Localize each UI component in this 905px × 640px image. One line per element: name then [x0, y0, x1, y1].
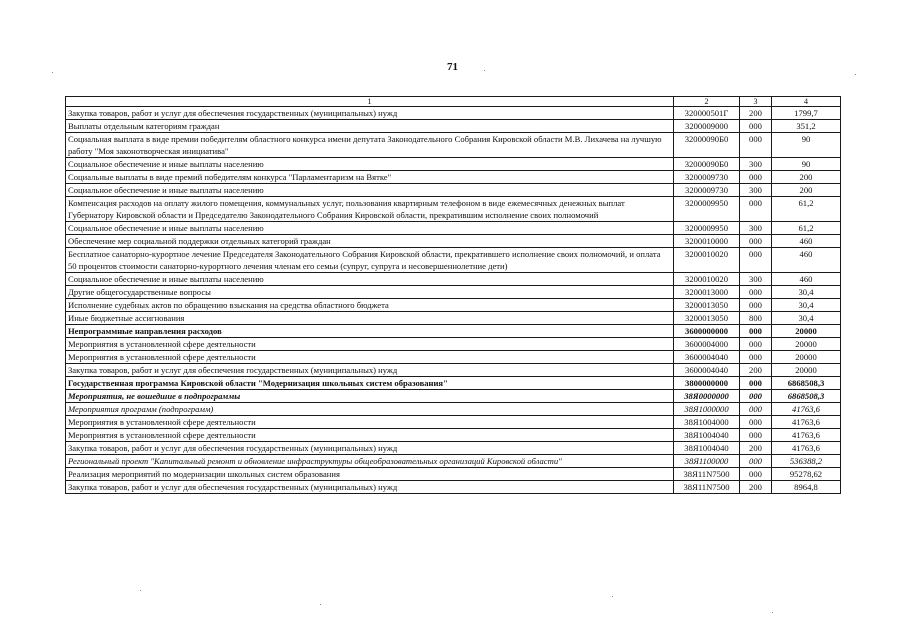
row-code-cell: 32000090Б0	[674, 158, 740, 171]
row-type-cell: 000	[740, 325, 772, 338]
row-name-cell: Государственная программа Кировской области "Модернизация школьных систем образования"	[66, 377, 674, 390]
row-amount-cell: 41763,6	[772, 403, 841, 416]
row-type-cell: 300	[740, 222, 772, 235]
table-row	[66, 299, 841, 312]
row-code-cell: 38Я1004000	[674, 416, 740, 429]
table-row	[66, 455, 841, 468]
table-row	[66, 312, 841, 325]
row-amount-cell: 6868508,3	[772, 390, 841, 403]
row-amount-cell: 20000	[772, 325, 841, 338]
table-row	[66, 442, 841, 455]
header-col-amount: 4	[772, 97, 841, 107]
row-amount-cell: 41763,6	[772, 442, 841, 455]
row-code-cell: 3200013000	[674, 286, 740, 299]
row-code-cell: 3200009730	[674, 171, 740, 184]
row-type-cell: 000	[740, 351, 772, 364]
table-row	[66, 248, 841, 273]
row-type-cell: 300	[740, 158, 772, 171]
row-code-cell: 3200013050	[674, 312, 740, 325]
table-row	[66, 197, 841, 222]
row-code-cell: 3600004040	[674, 351, 740, 364]
row-amount-cell: 61,2	[772, 197, 841, 222]
row-type-cell: 000	[740, 455, 772, 468]
row-code-cell: 38Я1004040	[674, 429, 740, 442]
row-code-cell: 3200009730	[674, 184, 740, 197]
row-name-cell: Мероприятия в установленной сфере деятельности	[66, 416, 674, 429]
row-type-cell: 200	[740, 481, 772, 494]
row-amount-cell: 90	[772, 133, 841, 158]
row-code-cell: 3200009950	[674, 222, 740, 235]
row-code-cell: 3200010000	[674, 235, 740, 248]
row-name-cell: Выплаты отдельным категориям граждан	[66, 120, 674, 133]
row-amount-cell: 8964,8	[772, 481, 841, 494]
row-code-cell: 3600004000	[674, 338, 740, 351]
row-type-cell: 000	[740, 390, 772, 403]
row-name-cell: Закупка товаров, работ и услуг для обеспечения государственных (муниципальных) нужд	[66, 481, 674, 494]
row-amount-cell: 30,4	[772, 286, 841, 299]
scan-speck	[52, 72, 53, 73]
row-name-cell: Мероприятия в установленной сфере деятельности	[66, 338, 674, 351]
table-row	[66, 133, 841, 158]
row-code-cell: 32000090Б0	[674, 133, 740, 158]
row-amount-cell: 41763,6	[772, 416, 841, 429]
row-code-cell: 38Я1004040	[674, 442, 740, 455]
row-name-cell: Иные бюджетные ассигнования	[66, 312, 674, 325]
table-row	[66, 403, 841, 416]
table-row	[66, 222, 841, 235]
header-col-code: 2	[674, 97, 740, 107]
row-name-cell: Обеспечение мер социальной поддержки отдельных категорий граждан	[66, 235, 674, 248]
row-name-cell: Непрограммные направления расходов	[66, 325, 674, 338]
row-type-cell: 000	[740, 286, 772, 299]
row-name-cell: Закупка товаров, работ и услуг для обеспечения государственных (муниципальных) нужд	[66, 107, 674, 120]
row-type-cell: 300	[740, 184, 772, 197]
row-amount-cell: 460	[772, 235, 841, 248]
row-name-cell: Компенсация расходов на оплату жилого помещения, коммунальных услуг, пользования квартирным телефоном в виде ежемесячных денежных выплат Губернатору Кировской области и Председателю Законодательного Собрания Кировской области, прекратившим исполнение своих полномочий	[66, 197, 674, 222]
row-type-cell: 000	[740, 197, 772, 222]
table-row	[66, 481, 841, 494]
row-type-cell: 000	[740, 171, 772, 184]
table-row	[66, 351, 841, 364]
row-type-cell: 000	[740, 377, 772, 390]
row-code-cell: 38Я1000000	[674, 403, 740, 416]
row-name-cell: Мероприятия в установленной сфере деятельности	[66, 351, 674, 364]
row-amount-cell: 41763,6	[772, 429, 841, 442]
row-amount-cell: 6868508,3	[772, 377, 841, 390]
row-type-cell: 000	[740, 299, 772, 312]
table-row	[66, 158, 841, 171]
row-amount-cell: 1799,7	[772, 107, 841, 120]
row-amount-cell: 460	[772, 248, 841, 273]
scan-speck	[484, 70, 485, 71]
row-type-cell: 800	[740, 312, 772, 325]
row-name-cell: Бесплатное санаторно-курортное лечение Председателя Законодательного Собрания Кировской области, прекратившего исполнение своих полномочий, и оплата 50 процентов стоимости санаторно-курортного лечения членам его семьи (супруг, супруга и несовершеннолетние дети)	[66, 248, 674, 273]
row-amount-cell: 90	[772, 158, 841, 171]
header-col-type: 3	[740, 97, 772, 107]
row-type-cell: 000	[740, 416, 772, 429]
row-amount-cell: 200	[772, 171, 841, 184]
row-code-cell: 3800000000	[674, 377, 740, 390]
row-code-cell: 3200009000	[674, 120, 740, 133]
row-type-cell: 000	[740, 468, 772, 481]
row-code-cell: 3600004040	[674, 364, 740, 377]
table-row	[66, 235, 841, 248]
row-type-cell: 000	[740, 120, 772, 133]
budget-table	[65, 96, 841, 494]
row-amount-cell: 20000	[772, 351, 841, 364]
table-row	[66, 390, 841, 403]
table-row	[66, 171, 841, 184]
row-type-cell: 200	[740, 107, 772, 120]
scan-speck	[320, 604, 321, 605]
row-amount-cell: 20000	[772, 338, 841, 351]
row-code-cell: 38Я11N7500	[674, 468, 740, 481]
table-row	[66, 338, 841, 351]
table-row	[66, 468, 841, 481]
row-name-cell: Мероприятия программ (подпрограмм)	[66, 403, 674, 416]
table-row	[66, 273, 841, 286]
table-row	[66, 107, 841, 120]
row-name-cell: Другие общегосударственные вопросы	[66, 286, 674, 299]
row-amount-cell: 200	[772, 184, 841, 197]
row-name-cell: Закупка товаров, работ и услуг для обеспечения государственных (муниципальных) нужд	[66, 442, 674, 455]
row-code-cell: 3200010020	[674, 248, 740, 273]
row-code-cell: 38Я11N7500	[674, 481, 740, 494]
table-row	[66, 286, 841, 299]
row-code-cell: 38Я0000000	[674, 390, 740, 403]
table-header-row	[66, 97, 841, 107]
row-name-cell: Социальное обеспечение и иные выплаты населению	[66, 184, 674, 197]
table-row	[66, 429, 841, 442]
scan-speck	[612, 596, 613, 597]
row-name-cell: Исполнение судебных актов по обращению взыскания на средства областного бюджета	[66, 299, 674, 312]
row-code-cell: 3200013050	[674, 299, 740, 312]
row-amount-cell: 351,2	[772, 120, 841, 133]
row-name-cell: Социальное обеспечение и иные выплаты населению	[66, 158, 674, 171]
scan-speck	[772, 612, 773, 613]
row-type-cell: 000	[740, 338, 772, 351]
row-type-cell: 200	[740, 442, 772, 455]
row-code-cell: 38Я1100000	[674, 455, 740, 468]
row-code-cell: 320000501Г	[674, 107, 740, 120]
table-body	[66, 107, 841, 494]
row-name-cell: Социальное обеспечение и иные выплаты населению	[66, 273, 674, 286]
row-name-cell: Социальные выплаты в виде премий победителям конкурса "Парламентаризм на Вятке"	[66, 171, 674, 184]
row-amount-cell: 20000	[772, 364, 841, 377]
row-amount-cell: 460	[772, 273, 841, 286]
row-amount-cell: 30,4	[772, 299, 841, 312]
row-code-cell: 3200010020	[674, 273, 740, 286]
row-type-cell: 000	[740, 429, 772, 442]
row-name-cell: Социальная выплата в виде премии победителям областного конкурса имени депутата Законодательного Собрания Кировской области М.В. Лихачева на лучшую работу "Моя законотворческая инициатива"	[66, 133, 674, 158]
row-amount-cell: 536388,2	[772, 455, 841, 468]
row-type-cell: 000	[740, 235, 772, 248]
row-type-cell: 200	[740, 364, 772, 377]
row-name-cell: Региональный проект "Капитальный ремонт и обновление инфраструктуры общеобразовательных организаций Кировской области"	[66, 455, 674, 468]
page-number: 71	[447, 61, 458, 73]
scan-speck	[855, 74, 856, 75]
table-row	[66, 184, 841, 197]
table-row	[66, 416, 841, 429]
row-name-cell: Закупка товаров, работ и услуг для обеспечения государственных (муниципальных) нужд	[66, 364, 674, 377]
row-code-cell: 3600000000	[674, 325, 740, 338]
row-type-cell: 000	[740, 403, 772, 416]
table-row	[66, 364, 841, 377]
row-name-cell: Реализация мероприятий по модернизации школьных систем образования	[66, 468, 674, 481]
table-row	[66, 120, 841, 133]
row-type-cell: 000	[740, 248, 772, 273]
row-amount-cell: 95278,62	[772, 468, 841, 481]
row-type-cell: 000	[740, 133, 772, 158]
header-col-name: 1	[66, 97, 674, 107]
table-row	[66, 377, 841, 390]
row-name-cell: Мероприятия, не вошедшие в подпрограммы	[66, 390, 674, 403]
row-type-cell: 300	[740, 273, 772, 286]
row-amount-cell: 30,4	[772, 312, 841, 325]
row-amount-cell: 61,2	[772, 222, 841, 235]
table-row	[66, 325, 841, 338]
scan-speck	[140, 590, 141, 591]
row-code-cell: 3200009950	[674, 197, 740, 222]
row-name-cell: Социальное обеспечение и иные выплаты населению	[66, 222, 674, 235]
row-name-cell: Мероприятия в установленной сфере деятельности	[66, 429, 674, 442]
